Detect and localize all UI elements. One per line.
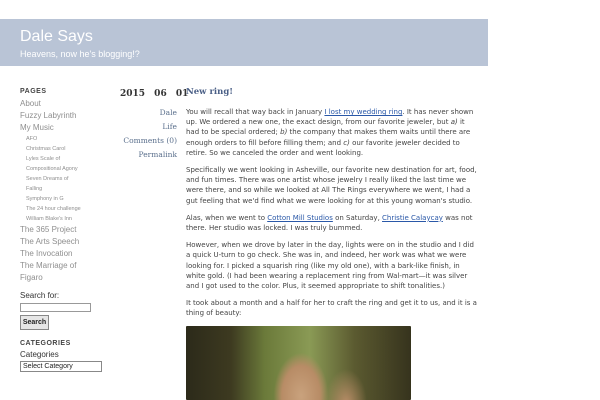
list-marker: a): [450, 118, 458, 127]
site-title[interactable]: Dale Says: [20, 28, 93, 45]
page-link-fuzzy-labyrinth[interactable]: Fuzzy Labyrinth: [20, 111, 77, 120]
categories-label: Categories: [20, 350, 59, 359]
cotton-mill-studios-link[interactable]: Cotton Mill Studios: [267, 213, 333, 222]
post-paragraph: [186, 213, 478, 233]
post-title[interactable]: New ring!: [186, 87, 234, 97]
search-input[interactable]: [20, 303, 91, 312]
text-run: on Saturday,: [332, 213, 383, 222]
subpage-link[interactable]: Lyles Scale of: [26, 156, 61, 162]
list-marker: b): [280, 128, 288, 137]
text-run: Alas, when we went to: [186, 213, 268, 222]
christie-calaycay-link[interactable]: Christie Calaycay: [382, 213, 443, 222]
post-category-link[interactable]: Life: [162, 122, 177, 131]
post-comments-link[interactable]: Comments (0): [123, 136, 177, 145]
page-link-about[interactable]: About: [20, 99, 41, 108]
page-link-marriage-of-figaro[interactable]: The Marriage of: [20, 261, 77, 270]
post-body: [186, 87, 478, 400]
subpage-link[interactable]: Symphony in G: [26, 196, 64, 202]
subpage-link[interactable]: AFO: [26, 136, 38, 142]
text-run: was not there. Her studio was locked. I was truly bummed.: [186, 213, 473, 233]
subpage-link[interactable]: Christmas Carol: [26, 146, 66, 152]
post-meta: [120, 89, 189, 162]
pages-list: [20, 98, 115, 284]
post-paragraph: However, when we drove by later in the day, lights were on in the studio and I did a quick U-turn to go check. She was in, and indeed, her work was what we were looking for. I picked a squarish ring (like my old one), with a bark-like finish, in white gold. (I had been wearing a replacement ring from Wal-mart—it was silver and I got used to the color. Plus, it seemed appropriate to shift tonalities.): [186, 241, 474, 291]
text-run: the company that makes them waits until there are enough orders to fill before filling them; and: [186, 128, 471, 147]
subpage-link[interactable]: Seven Dreams of: [26, 176, 69, 182]
sidebar: [20, 88, 115, 372]
page-link-arts-speech[interactable]: The Arts Speech: [20, 237, 80, 246]
text-run: it had to be special ordered;: [186, 118, 465, 137]
post-paragraph: [186, 107, 478, 158]
subpage-link[interactable]: The 24 hour challenge: [26, 206, 81, 212]
ring-photo[interactable]: [186, 326, 411, 400]
page-link-my-music[interactable]: [20, 122, 115, 224]
site-description: Heavens, now he's blogging!?: [20, 49, 140, 59]
subpage-link[interactable]: Falling: [26, 186, 43, 192]
search-button[interactable]: Search: [20, 315, 49, 330]
categories-heading: CATEGORIES: [20, 340, 71, 347]
post-permalink[interactable]: Permalink: [138, 150, 177, 159]
post-date: 2015 06 01: [120, 89, 189, 99]
search-label: Search for:: [20, 291, 60, 300]
post-paragraph: It took about a month and a half for her to craft the ring and get it to us, and it is a thing of beauty:: [186, 299, 477, 318]
text-run: You will recall that way back in January: [186, 108, 325, 116]
post-paragraph: Specifically we went looking in Asheville, our favorite new destination for art, food, and fun times. There was one artist whose jewelry I really liked the last time we were there, and so while we looked at All The Rings everywhere we went, I had a gut feeling that we'd find what we were looking for at this young woman's studio.: [186, 166, 477, 205]
page-link-invocation[interactable]: The Invocation: [20, 249, 73, 258]
my-music-subpages: [26, 134, 115, 224]
list-marker: c): [343, 138, 350, 147]
pages-heading: PAGES: [20, 88, 47, 95]
page-link-365-project[interactable]: The 365 Project: [20, 225, 77, 234]
category-select[interactable]: Select Category: [20, 361, 102, 372]
text-run: our favorite jeweler decided to retire. So we canceled the order and went looking.: [186, 138, 460, 157]
subpage-link[interactable]: William Blake's Inn: [26, 216, 72, 222]
site-header: [0, 19, 488, 66]
lost-wedding-ring-link[interactable]: I lost my wedding ring: [324, 108, 403, 116]
text-run: . It has never shown up. We ordered a new one, the exact design, from our favorite jeweler, but: [186, 108, 474, 127]
page-link-marriage-of-figaro-cont[interactable]: Figaro: [20, 273, 43, 282]
page-link-my-music-label[interactable]: My Music: [20, 123, 54, 132]
subpage-link[interactable]: Compositional Agony: [26, 166, 78, 172]
post-author-link[interactable]: Dale: [159, 108, 177, 117]
